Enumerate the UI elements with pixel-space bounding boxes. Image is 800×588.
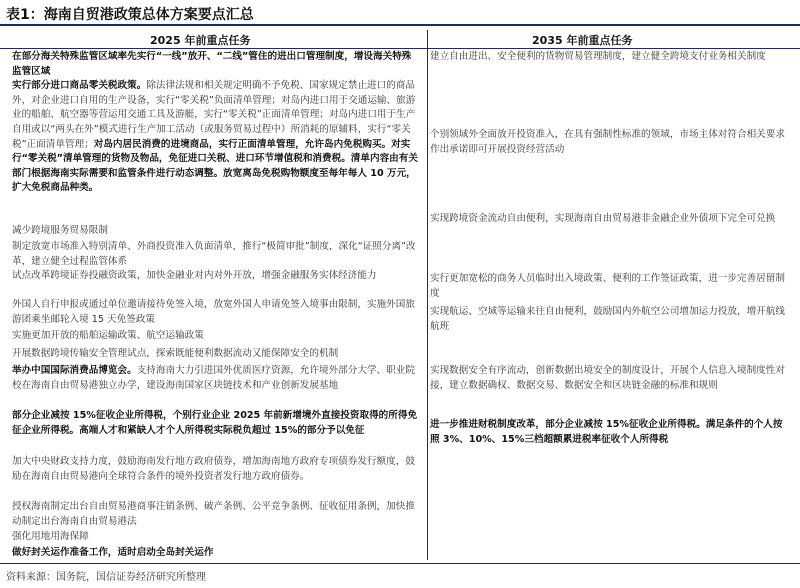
table-title: 表1：海南自贸港政策总体方案要点汇总: [6, 7, 254, 23]
right-item-row: 实行更加宽松的商务人员临时出入境政策、便利的工作签证政策，进一步完善居留制度: [430, 273, 785, 299]
left-item: 支持海南大力引进国外优质医疗资源，允许境外部分大学、职业院校在海南自由贸易港独立办学，建设海南国家区块链技术和产业创新发展基地: [12, 365, 415, 391]
source-note: 资料来源：国务院，国信证券经济研究所整理: [6, 572, 206, 583]
left-item-row: 制定放宽市场准入特别清单、外商投资准入负面清单，推行“极简审批”制度，深化“证照分离”改革，建立健全过程监管体系: [12, 241, 416, 267]
column-divider: [427, 30, 428, 560]
left-item-row: 强化用地用海保障: [12, 531, 89, 542]
left-item: 实行部分进口商品零关税政策。: [12, 80, 147, 92]
right-item-row: 个别领域外全面放开投资准入，在具有强制性标准的领域，市场主体对符合相关要求作出承诺即可开展投资经营活动: [430, 129, 785, 155]
left-item-row: 实施更加开放的船舶运输政策、航空运输政策: [12, 330, 204, 341]
left-item-row: 加大中央财政支持力度，鼓励海南发行地方政府债券，增加海南地方政府专项债券发行额度，鼓励在海南自由贸易港向全球符合条件的境外投资者发行地方政府债券。: [12, 456, 415, 482]
left-item-row: 做好封关运作准备工作，适时启动全岛封关运作: [12, 547, 214, 558]
left-block-1: [12, 50, 420, 196]
right-item-row: 建立自由进出、安全便利的货物贸易管理制度，建立健全跨境支付业务相关制度: [430, 51, 766, 62]
left-item-row: 授权海南制定出台自由贸易港商事注销条例、破产条例、公平竞争条例、征收征用条例，加快推动制定出台海南自由贸易港法: [12, 501, 415, 527]
left-block-2: [12, 364, 420, 393]
left-item-row: 试点改革跨境证券投融资政策，加快金融业对内对外开放，增强金融服务实体经济能力: [12, 270, 377, 281]
footer-divider: [0, 563, 800, 564]
right-item-row: 实现跨境资金流动自由便利，实现海南自由贸易港非金融企业外债项下完全可兑换: [430, 213, 776, 224]
left-item-row: 开展数据跨境传输安全管理试点，探索既能便利数据流动又能保障安全的机制: [12, 348, 339, 359]
table-header: [0, 30, 800, 49]
left-item: 举办中国国际消费品博览会。: [12, 365, 137, 376]
left-item-row: 外国人自行申报或通过单位邀请接待免签入境，放宽外国人申请免签入境事由限制，实施外国旅游团乘坐邮轮入境 15 天免签政策: [12, 299, 415, 325]
header-2025: 2025 年前重点任务: [150, 34, 251, 47]
right-item-row: 进一步推进财税制度改革，部分企业减按 15%征收企业所得税。满足条件的个人按照 3%、10%、15%三档超额累进税率征收个人所得税: [430, 419, 783, 445]
right-item-row: 实现数据安全有序流动，创新数据出境安全的制度设计，开展个人信息入境制度性对接，建立数据确权、数据交易、数据安全和区块链金融的标准和规则: [430, 365, 785, 391]
left-item-row: 减少跨境服务贸易限制: [12, 225, 108, 236]
left-item: 对岛内居民消费的进境商品，实行正面清单管理，允许岛内免税购买。对实行“零关税”清单管理的货物及物品，免征进口关税、进口环节增值税和消费税。清单内容由有关部门根据海南实际需要和监管条件进行动态调整。放宽离岛免税购物额度至每年每人 10 万元，扩大免税商品种类。: [12, 138, 418, 194]
header-2035: 2035 年前重点任务: [532, 34, 633, 47]
left-item: 在部分海关特殊监管区域率先实行“一线”放开、“二线”管住的进出口管理制度，增设海关特殊监管区域: [12, 51, 412, 77]
left-item-row: 部分企业减按 15%征收企业所得税，个别行业企业 2025 年前新增境外直接投资取得的所得免征企业所得税。高端人才和紧缺人才个人所得税实际税负超过 15%的部分予以免征: [12, 410, 418, 436]
table-title-bar: [0, 0, 800, 26]
left-item: 除法律法规和相关规定明确不予免税、国家规定禁止进口的商品外，对企业进口自用的生产设备，实行“零关税”负面清单管理；对岛内进口用于交通运输、旅游业的船舶、航空器等营运用交通工具及游艇，实行“零关税”正面清单管理；对岛内进口用于生产自用或以“两头在外”模式进行生产加工活动（或服务贸易过程中）所消耗的原辅料，实行“零关税”正面清单管理；: [12, 80, 416, 150]
right-item-row: 实现航运、空域等运输来往自由便利，鼓励国内外航空公司增加运力投放，增开航线航班: [430, 306, 785, 332]
